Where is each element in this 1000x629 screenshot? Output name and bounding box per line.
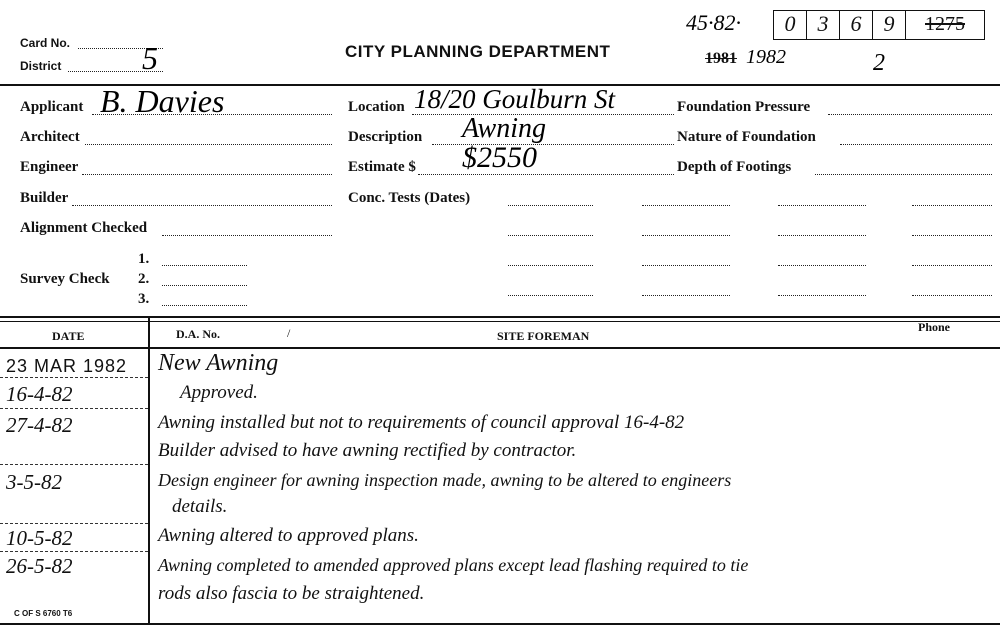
table-top-rule [0, 316, 1000, 318]
entry-date: 27-4-82 [6, 413, 73, 437]
conc-test-line [912, 205, 992, 206]
col-date-header: DATE [52, 329, 85, 343]
district-value: 5 [142, 40, 158, 76]
description-label: Description [348, 129, 423, 145]
table-bottom-rule [0, 623, 1000, 625]
conc-test-line [778, 265, 866, 266]
alignment-label: Alignment Checked [20, 220, 148, 236]
conc-test-line [642, 205, 730, 206]
conc-test-line [508, 205, 593, 206]
conc-test-line [912, 265, 992, 266]
depth-of-footings-label: Depth of Footings [677, 159, 792, 175]
conc-test-line [642, 265, 730, 266]
table-column-divider [148, 318, 150, 623]
year-old: 1981 [705, 50, 737, 67]
conc-test-line [912, 295, 992, 296]
survey-line [162, 285, 247, 286]
conc-test-line [508, 235, 593, 236]
table-top-rule-inner [0, 321, 1000, 322]
form-code: C OF S 6760 T6 [14, 609, 73, 618]
survey-line [162, 265, 247, 266]
ref-digit-box: 0 [773, 10, 807, 40]
conc-test-line [642, 235, 730, 236]
nature-of-foundation-line [840, 144, 992, 145]
entry-note: Awning completed to amended approved plans except lead flashing required to tie [158, 555, 749, 575]
ref-digit-box: 3 [806, 10, 840, 40]
conc-test-line [508, 295, 593, 296]
conc-test-line [642, 295, 730, 296]
conc-test-line [778, 295, 866, 296]
survey-line [162, 305, 247, 306]
ref-prefix: 45·82· [686, 10, 741, 35]
col-phone-header: Phone [918, 320, 951, 334]
col-da-header: D.A. No. [176, 327, 220, 341]
nature-of-foundation-label: Nature of Foundation [677, 129, 816, 145]
estimate-value: $2550 [462, 141, 537, 174]
entry-date: 3-5-82 [6, 470, 62, 494]
estimate-line [418, 174, 674, 175]
ref-digit-box: 6 [839, 10, 873, 40]
district-label: District [20, 59, 62, 73]
entry-note: New Awning [158, 350, 279, 376]
survey-number: 1. [138, 251, 150, 267]
ref-digit-box: 9 [872, 10, 906, 40]
applicant-label: Applicant [20, 99, 84, 115]
ref-old-number: 1275 [905, 10, 985, 40]
conc-test-line [508, 265, 593, 266]
row-separator [0, 408, 148, 409]
survey-label: Survey Check [20, 271, 110, 287]
survey-number: 2. [138, 271, 150, 287]
row-separator [0, 551, 148, 552]
entry-note: Awning installed but not to requirements of council approval 16-4-82 [158, 412, 685, 433]
foundation-pressure-line [828, 114, 992, 115]
conc-tests-label: Conc. Tests (Dates) [348, 190, 471, 206]
location-label: Location [348, 99, 405, 115]
card-no-label: Card No. [20, 36, 71, 50]
location-value: 18/20 Goulburn St [414, 84, 616, 114]
year-suffix: 2 [873, 50, 885, 76]
builder-line [72, 205, 332, 206]
estimate-label: Estimate $ [348, 159, 416, 175]
engineer-line [82, 174, 332, 175]
entry-note: details. [172, 496, 228, 517]
col-site-foreman-header: SITE FOREMAN [497, 329, 590, 343]
year-new: 1982 [746, 46, 786, 68]
description-value: Awning [462, 113, 547, 144]
architect-label: Architect [20, 129, 80, 145]
engineer-label: Engineer [20, 159, 79, 175]
depth-of-footings-line [815, 174, 992, 175]
entry-note: Design engineer for awning inspection made, awning to be altered to engineers [158, 470, 732, 490]
foundation-pressure-label: Foundation Pressure [677, 99, 811, 115]
row-separator [0, 464, 148, 465]
builder-label: Builder [20, 190, 69, 206]
entry-note: Awning altered to approved plans. [158, 525, 419, 546]
conc-test-line [912, 235, 992, 236]
da-mark: / [287, 326, 291, 340]
entry-note: rods also fascia to be straightened. [158, 583, 425, 604]
applicant-value: B. Davies [100, 83, 225, 119]
survey-number: 3. [138, 291, 150, 307]
alignment-line [162, 235, 332, 236]
row-separator [0, 377, 148, 378]
entry-date: 16-4-82 [6, 382, 73, 406]
conc-test-line [778, 235, 866, 236]
architect-line [85, 144, 332, 145]
entry-date: 26-5-82 [6, 554, 73, 578]
entry-note: Builder advised to have awning rectified by contractor. [158, 440, 577, 461]
entry-note: Approved. [180, 382, 258, 403]
table-header-rule [0, 347, 1000, 349]
entry-date: 23 MAR 1982 [6, 356, 128, 376]
entry-date: 10-5-82 [6, 526, 73, 550]
row-separator [0, 523, 148, 524]
page-title: CITY PLANNING DEPARTMENT [345, 42, 611, 61]
conc-test-line [778, 205, 866, 206]
